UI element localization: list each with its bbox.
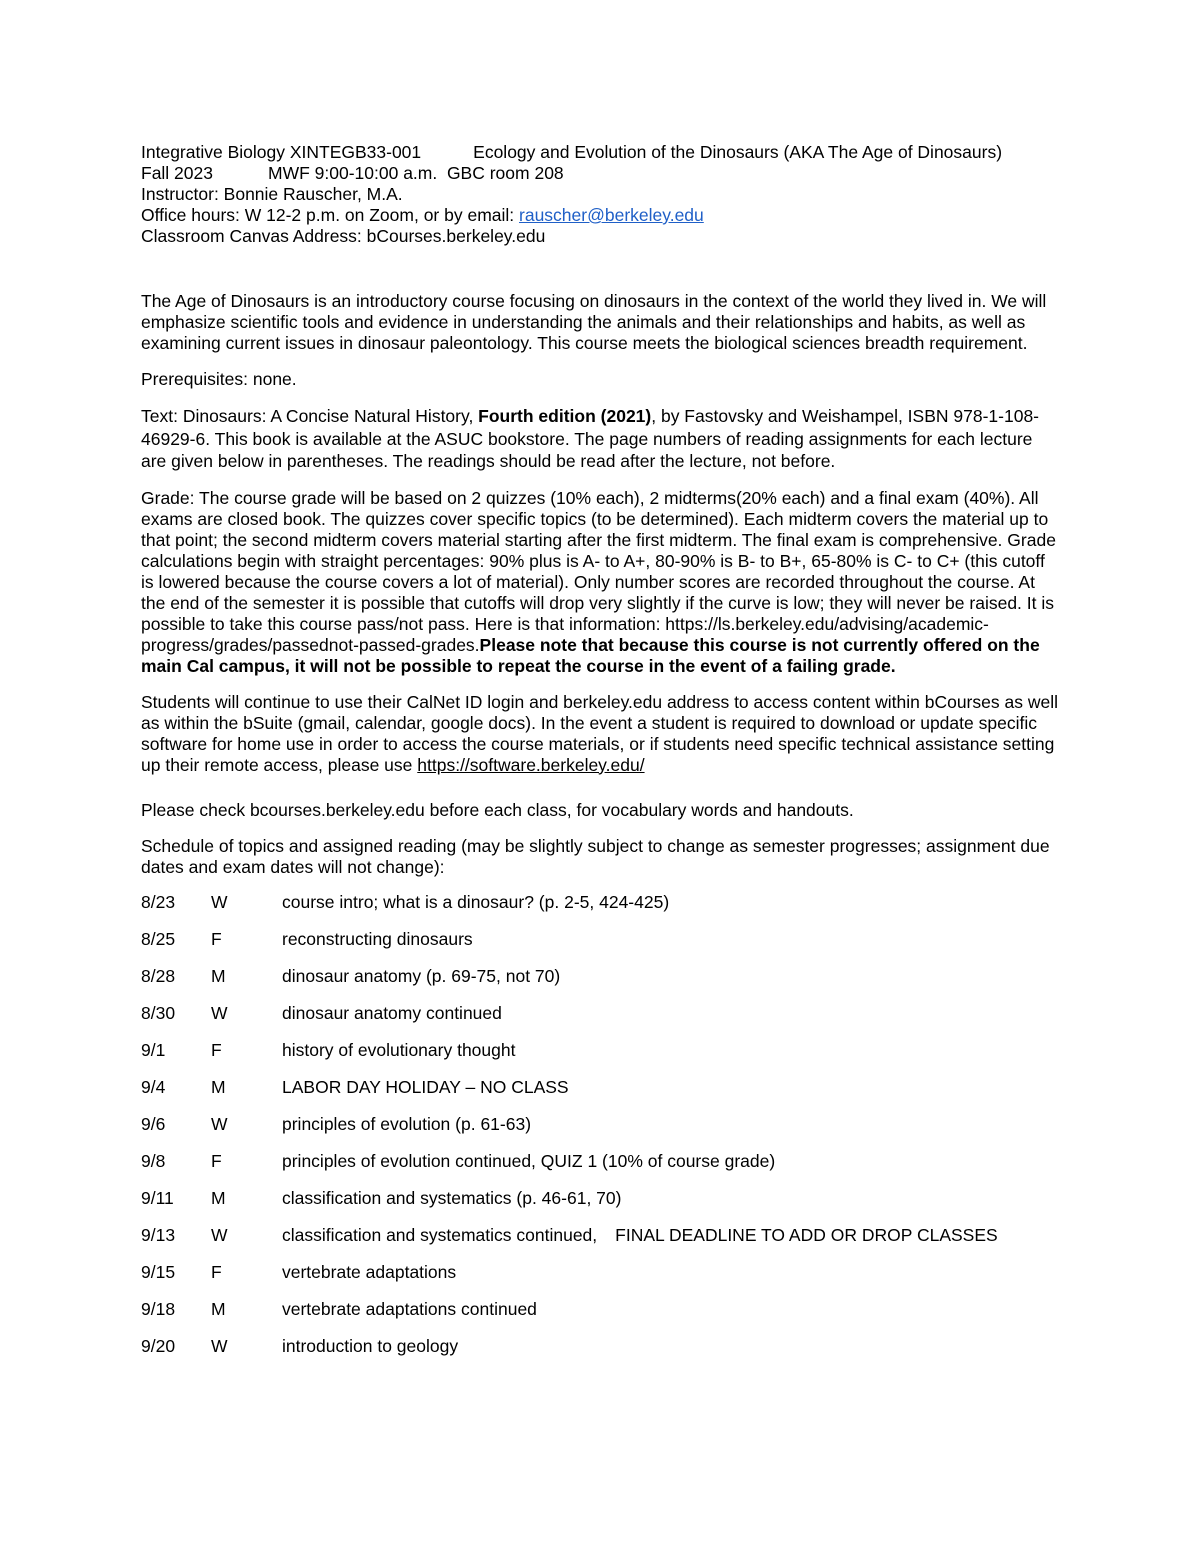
schedule-topic: dinosaur anatomy (p. 69-75, not 70) xyxy=(282,965,561,986)
schedule-date: 9/18 xyxy=(141,1298,176,1319)
schedule-row xyxy=(141,1262,1061,1299)
schedule-topic-cell xyxy=(282,1040,1061,1061)
schedule-topic: principles of evolution (p. 61-63) xyxy=(282,1113,532,1134)
course-code: Integrative Biology XINTEGB33-001 xyxy=(141,142,422,162)
textbook-edition: Fourth edition (2021) xyxy=(478,406,652,426)
schedule-row xyxy=(141,929,1061,966)
schedule-weekday: F xyxy=(211,1039,222,1060)
schedule-weekday: W xyxy=(211,891,228,912)
schedule-row xyxy=(141,966,1061,1003)
canvas-address-line: Classroom Canvas Address: bCourses.berkeley.edu xyxy=(141,226,546,246)
schedule-weekday: W xyxy=(211,1335,228,1356)
schedule-topic: vertebrate adaptations continued xyxy=(282,1298,537,1319)
schedule-date: 8/28 xyxy=(141,965,176,986)
schedule-topic-cell xyxy=(282,966,1061,987)
schedule-topic-cell xyxy=(282,1151,1061,1172)
schedule-intro: Schedule of topics and assigned reading (may be slightly subject to change as semester progresses; assignment due dates and exam dates will not change): xyxy=(141,835,1050,877)
course-description: The Age of Dinosaurs is an introductory course focusing on dinosaurs in the context of the world they lived in. We will emphasize scientific tools and evidence in understanding the animals and their relationships and habits, as well as examining current issues in dinosaur paleontology. This course meets the biological sciences breadth requirement. xyxy=(141,291,1047,353)
schedule-topic-cell xyxy=(282,892,1061,913)
schedule-date: 8/25 xyxy=(141,928,176,949)
office-hours-line xyxy=(141,205,1061,226)
schedule-weekday: W xyxy=(211,1002,228,1023)
schedule-row xyxy=(141,1299,1061,1336)
schedule-row xyxy=(141,1114,1061,1151)
schedule-weekday: M xyxy=(211,1187,226,1208)
schedule-row xyxy=(141,1077,1061,1114)
prerequisites: Prerequisites: none. xyxy=(141,369,297,389)
schedule-date: 9/6 xyxy=(141,1113,166,1134)
schedule-weekday: M xyxy=(211,965,226,986)
schedule-date: 9/4 xyxy=(141,1076,166,1097)
schedule-row xyxy=(141,1336,1061,1373)
schedule-date: 8/23 xyxy=(141,891,176,912)
schedule-topic-cell xyxy=(282,1077,1061,1098)
schedule-date: 9/20 xyxy=(141,1335,176,1356)
instructor-line: Instructor: Bonnie Rauscher, M.A. xyxy=(141,184,403,204)
schedule-topic: classification and systematics (p. 46-61, 70) xyxy=(282,1187,622,1208)
term-line xyxy=(141,163,1061,184)
schedule-date: 9/11 xyxy=(141,1187,174,1208)
schedule-topic-cell xyxy=(282,929,1061,950)
schedule-topic: vertebrate adaptations xyxy=(282,1261,457,1282)
schedule-topic-cell xyxy=(282,1299,1061,1320)
schedule-topic: dinosaur anatomy continued xyxy=(282,1002,502,1023)
check-bcourses: Please check bcourses.berkeley.edu before each class, for vocabulary words and handouts. xyxy=(141,799,854,820)
textbook-suffix: , by Fastovsky and Weishampel, ISBN 978-1-108-46929-6. This book is available at the ASUC bookstore. The page numbers of reading assignments for each lecture are given below in parentheses. The readings should be read after the lecture, not before. xyxy=(141,406,1040,471)
schedule-date: 8/30 xyxy=(141,1002,176,1023)
schedule-deadline-note: FINAL DEADLINE TO ADD OR DROP CLASSES xyxy=(615,1224,998,1245)
textbook-prefix: Text: Dinosaurs: A Concise Natural History, xyxy=(141,406,479,426)
schedule-table xyxy=(141,892,1061,1373)
schedule-row xyxy=(141,1151,1061,1188)
schedule-date: 9/1 xyxy=(141,1039,166,1060)
schedule-topic: principles of evolution continued, QUIZ 1 (10% of course grade) xyxy=(282,1150,776,1171)
schedule-weekday: M xyxy=(211,1298,226,1319)
schedule-topic: history of evolutionary thought xyxy=(282,1039,516,1060)
schedule-topic-cell xyxy=(282,1262,1061,1283)
textbook-paragraph xyxy=(141,405,1061,473)
schedule-date: 9/8 xyxy=(141,1150,166,1171)
calnet-paragraph xyxy=(141,692,1061,776)
schedule-topic-cell xyxy=(282,1003,1061,1024)
schedule-weekday: F xyxy=(211,1150,222,1171)
schedule-topic: introduction to geology xyxy=(282,1335,459,1356)
schedule-topic: classification and systematics continued, xyxy=(282,1224,598,1245)
calnet-body: Students will continue to use their CalNet ID login and berkeley.edu address to access content within bCourses as well as within the bSuite (gmail, calendar, google docs). In the event a student is required to download or update specific software for home use in order to access the course materials, or if students need specific technical assistance setting up their remote access, please use xyxy=(141,691,1058,775)
schedule-row xyxy=(141,1225,1061,1262)
schedule-topic-cell xyxy=(282,1225,1061,1246)
schedule-weekday: W xyxy=(211,1224,228,1245)
schedule-topic-cell xyxy=(282,1114,1061,1135)
meeting-info: MWF 9:00-10:00 a.m. GBC room 208 xyxy=(268,163,564,183)
schedule-row xyxy=(141,1188,1061,1225)
schedule-weekday: F xyxy=(211,1261,222,1282)
schedule-weekday: M xyxy=(211,1076,226,1097)
schedule-topic-cell xyxy=(282,1336,1061,1357)
schedule-date: 9/15 xyxy=(141,1261,176,1282)
course-title: Ecology and Evolution of the Dinosaurs (AKA The Age of Dinosaurs) xyxy=(473,142,1003,162)
schedule-weekday: F xyxy=(211,928,222,949)
schedule-topic: LABOR DAY HOLIDAY – NO CLASS xyxy=(282,1076,569,1097)
schedule-date: 9/13 xyxy=(141,1224,176,1245)
course-header-line xyxy=(141,142,1061,163)
grade-body: Grade: The course grade will be based on 2 quizzes (10% each), 2 midterms(20% each) and a final exam (40%). All exams are closed book. The quizzes cover specific topics (to be determined). Each midterm covers the material up to that point; the second midterm covers material starting after the first midterm. The final exam is comprehensive. Grade calculations begin with straight percentages: 90% plus is A- to A+, 80-90% is B- to B+, 65-80% is C- to C+ (this cutoff is lowered because the course covers a lot of material). Only number scores are recorded throughout the course. At the end of the semester it is possible that cutoffs will drop very slightly if the curve is low; they will never be raised. It is possible to take this course pass/not pass. Here is that information: https://ls.berkeley.edu/advising/academic-progress/grades/passednot-passed-grades. xyxy=(141,487,1056,655)
schedule-topic-cell xyxy=(282,1188,1061,1209)
schedule-row xyxy=(141,1003,1061,1040)
grade-note: Please note that because this course is not currently offered on the main Cal campus, it will not be possible to repeat the course in the event of a failing grade. xyxy=(141,634,1040,676)
schedule-row xyxy=(141,1040,1061,1077)
software-link[interactable]: https://software.berkeley.edu/ xyxy=(417,754,645,775)
schedule-topic: course intro; what is a dinosaur? (p. 2-5, 424-425) xyxy=(282,891,670,912)
schedule-topic: reconstructing dinosaurs xyxy=(282,928,473,949)
grade-paragraph xyxy=(141,488,1061,677)
syllabus-page xyxy=(141,142,1061,1373)
office-hours-text: Office hours: W 12-2 p.m. on Zoom, or by email: xyxy=(141,205,520,225)
term: Fall 2023 xyxy=(141,163,213,183)
instructor-email-link[interactable]: rauscher@berkeley.edu xyxy=(519,205,704,225)
schedule-weekday: W xyxy=(211,1113,228,1134)
schedule-row xyxy=(141,892,1061,929)
